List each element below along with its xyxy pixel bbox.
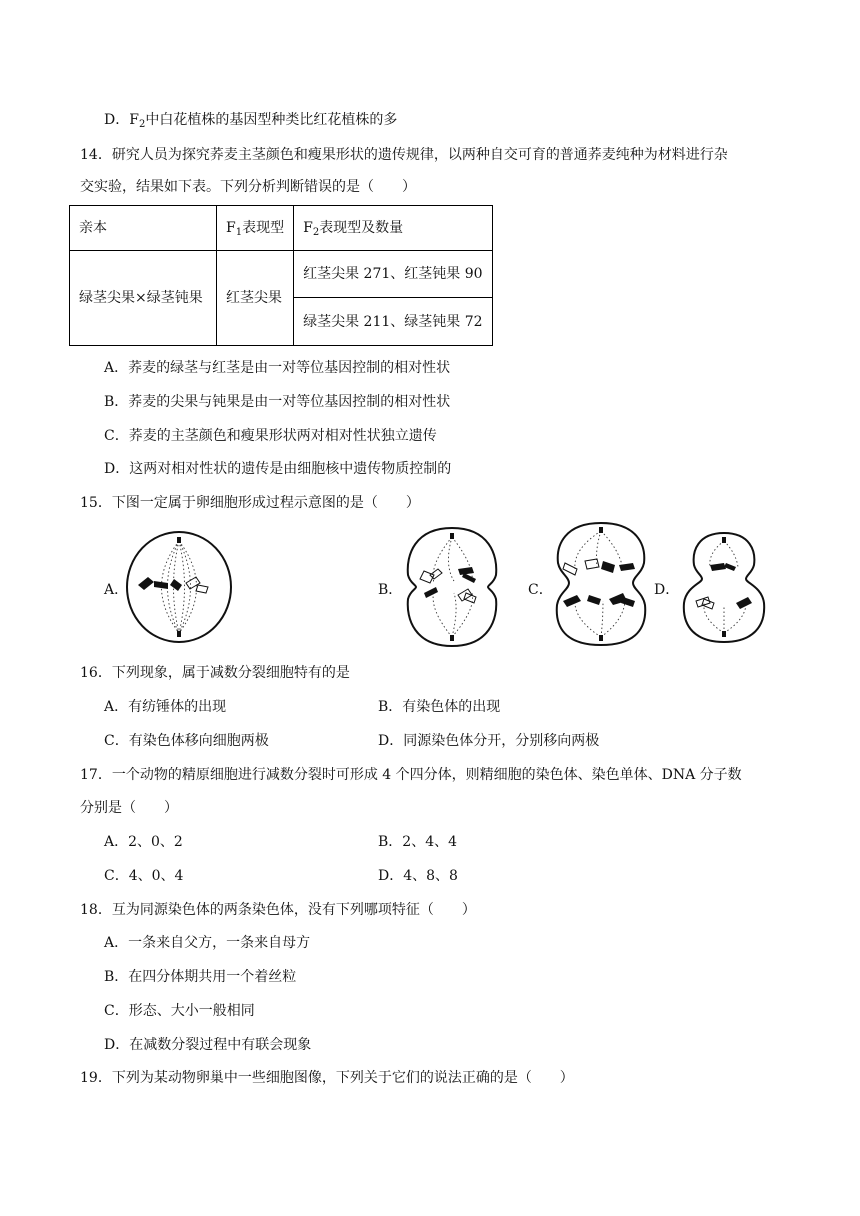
table-header-f2: $F_2$表现型及数量 [294, 206, 493, 251]
q14-stem-line1: 14．研究人员为探究荞麦主茎颜色和瘦果形状的遗传规律，以两种自交可育的普通荞麦纯种为材料进行杂 [80, 147, 728, 163]
q16-option-a: A．有纺锤体的出现 [104, 699, 227, 715]
q16-stem: 16．下列现象，属于减数分裂细胞特有的是 [80, 665, 350, 681]
q17-option-d: D．4、8、8 [378, 868, 458, 884]
table-cell-parent: 绿茎尖果×绿茎钝果 [70, 251, 217, 346]
q15-label-c: C． [528, 582, 553, 598]
q14-option-d: D．这两对相对性状的遗传是由细胞核中遗传物质控制的 [104, 461, 452, 477]
table-header-parent: 亲本 [70, 206, 217, 251]
q15-label-b: B． [378, 582, 403, 598]
q15-label-d: D． [654, 582, 680, 598]
q16-option-c: C．有染色体移向细胞两极 [104, 733, 269, 749]
q18-option-b: B．在四分体期共用一个着丝粒 [104, 969, 297, 985]
q15-label-a: A． [104, 582, 129, 598]
q16-option-d: D．同源染色体分开，分别移向两极 [378, 733, 600, 749]
q15-stem: 15．下图一定属于卵细胞形成过程示意图的是（ ） [80, 495, 420, 511]
cell-diagram-a [124, 529, 234, 645]
q18-option-a: A．一条来自父方，一条来自母方 [104, 935, 311, 951]
cell-diagram-b [404, 525, 500, 649]
cell-diagram-c [553, 519, 649, 649]
q14-option-a: A．荞麦的绿茎与红茎是由一对等位基因控制的相对性状 [104, 360, 451, 376]
q17-option-a: A．2、0、2 [104, 834, 183, 850]
table-cell-f2-row2: 绿茎尖果 211、绿茎钝果 72 [294, 298, 493, 346]
cell-diagram-d [680, 529, 768, 645]
q14-option-c: C．荞麦的主茎颜色和瘦果形状两对相对性状独立遗传 [104, 428, 437, 444]
q16-option-b: B．有染色体的出现 [378, 699, 501, 715]
q17-stem-line1: 17．一个动物的精原细胞进行减数分裂时可形成 4 个四分体，则精细胞的染色体、染色单体、DNA 分子数 [80, 767, 742, 783]
q14-option-b: B．荞麦的尖果与钝果是由一对等位基因控制的相对性状 [104, 394, 451, 410]
table-header-f1: $F_1$表现型 [217, 206, 294, 251]
q18-option-d: D．在减数分裂过程中有联会现象 [104, 1037, 312, 1053]
q14-stem-line2: 交实验，结果如下表。下列分析判断错误的是（ ） [80, 179, 416, 195]
table-cell-f1: 红茎尖果 [217, 251, 294, 346]
q18-stem: 18．互为同源染色体的两条染色体，没有下列哪项特征（ ） [80, 902, 476, 918]
q17-stem-line2: 分别是（ ） [80, 800, 178, 816]
q17-option-b: B．2、4、4 [378, 834, 458, 850]
table-cell-f2-row1: 红茎尖果 271、红茎钝果 90 [294, 251, 493, 298]
q18-option-c: C．形态、大小一般相同 [104, 1003, 255, 1019]
q13-option-d: D．$F_2$中白花植株的基因型种类比红花植株的多 [104, 112, 398, 130]
q14-table [69, 205, 493, 346]
q17-option-c: C．4、0、4 [104, 868, 184, 884]
q19-stem: 19．下列为某动物卵巢中一些细胞图像，下列关于它们的说法正确的是（ ） [80, 1070, 574, 1086]
